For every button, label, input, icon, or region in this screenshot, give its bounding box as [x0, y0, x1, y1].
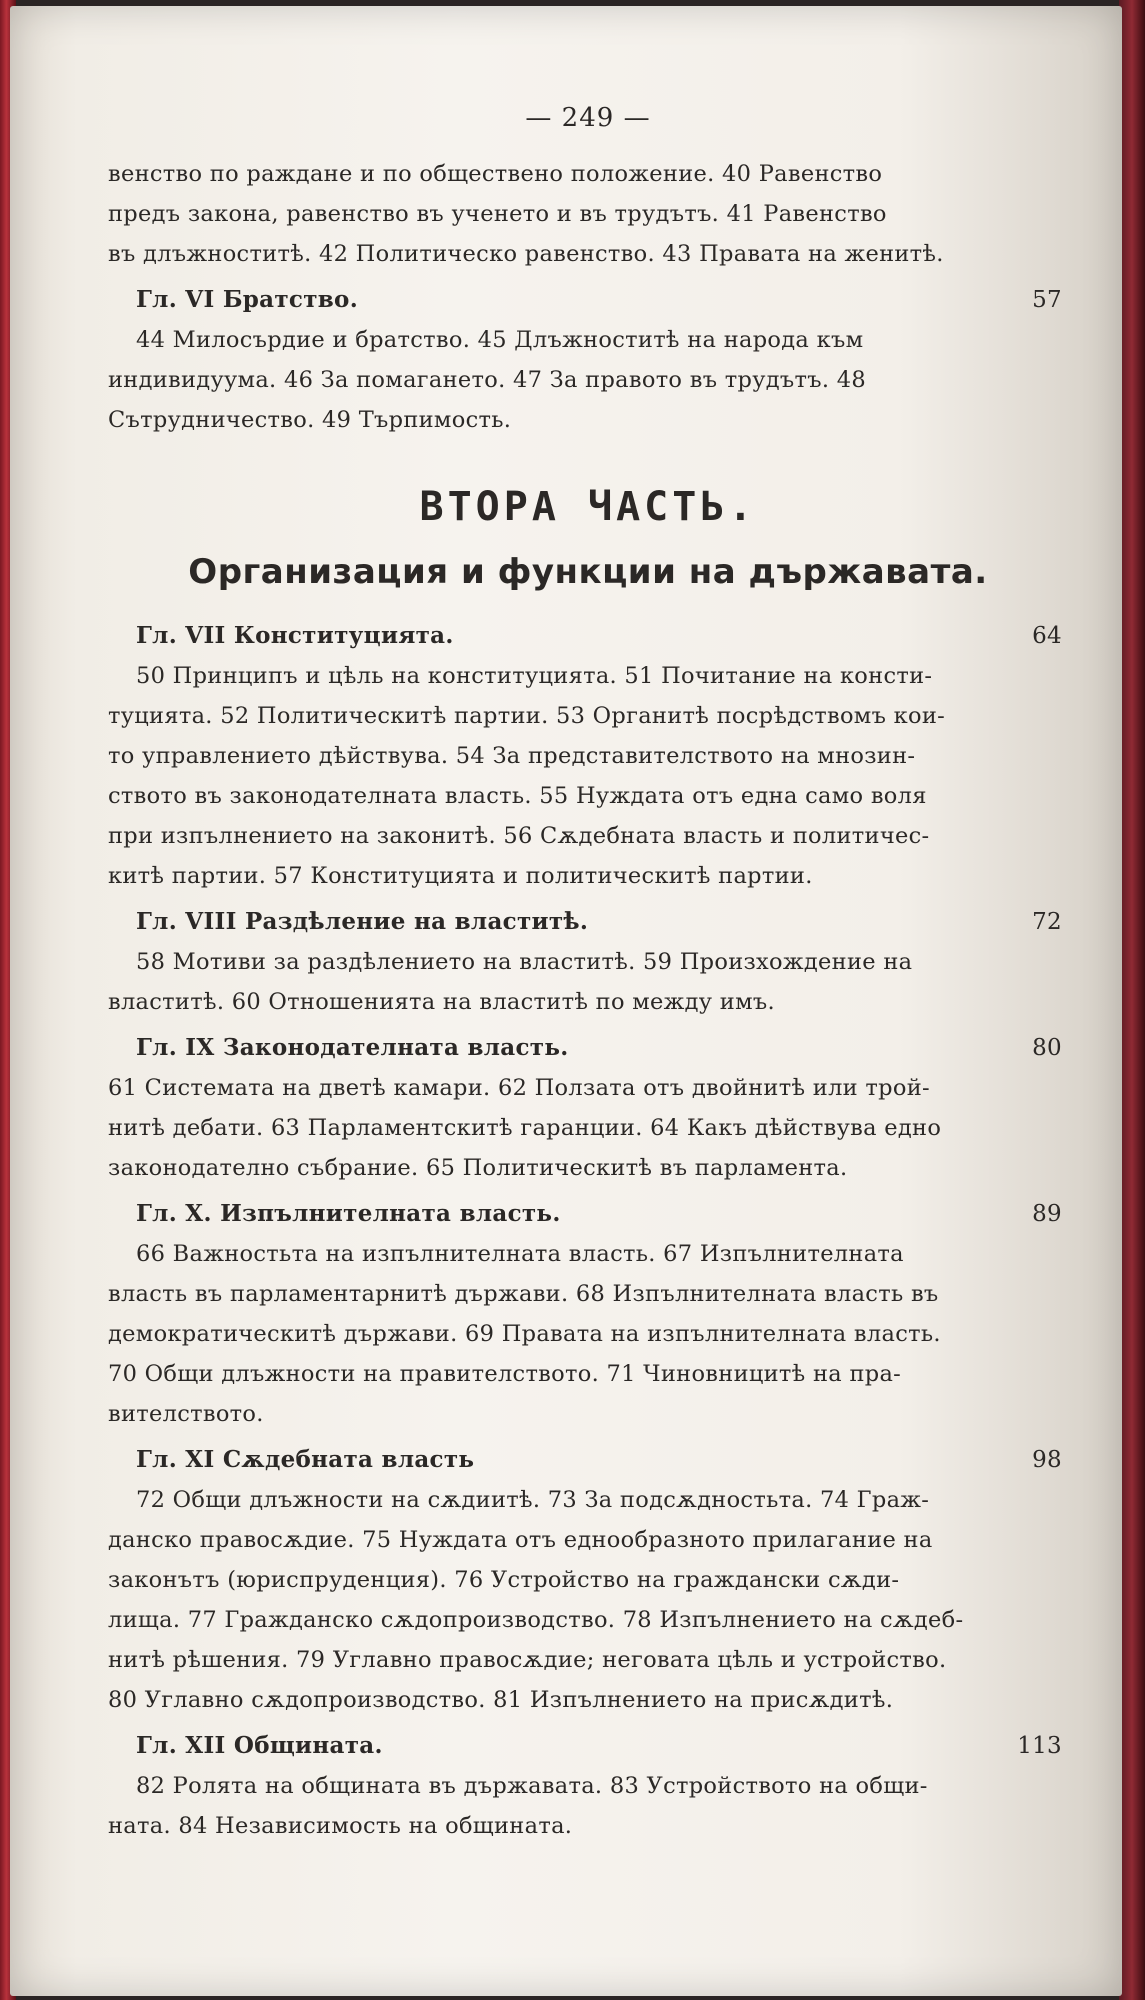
chapter-page: 98 — [1032, 1447, 1062, 1473]
toc-line: китѣ партии. 57 Конституцията и политическитѣ партии. — [108, 863, 813, 889]
chapter-heading-ix — [108, 1028, 1068, 1068]
chapter-title: Гл. VII Конституцията. — [136, 622, 454, 649]
page-number: — 249 — — [525, 103, 651, 133]
toc-line: нитѣ рѣшения. 79 Углавно правосѫдие; неговата цѣль и устройство. — [108, 1647, 947, 1673]
toc-line: 70 Общи длъжности на правителството. 71 Чиновницитѣ на пра- — [108, 1361, 902, 1387]
toc-line: вителството. — [108, 1401, 264, 1427]
chapter-title: Гл. IX Законодателната власть. — [136, 1034, 569, 1061]
toc-line: то управлението дѣйствува. 54 За представителството на мнозин- — [108, 743, 916, 769]
chapter-page: 113 — [1017, 1733, 1062, 1759]
toc-line: 44 Милосърдие и братство. 45 Длъжноститѣ на народа към — [136, 327, 864, 353]
chapter-page: 89 — [1032, 1201, 1062, 1227]
book-cover-right — [1119, 0, 1145, 2000]
toc-line: 58 Мотиви за раздѣлението на властитѣ. 59 Произхождение на — [136, 949, 913, 975]
toc-line: 80 Углавно сѫдопроизводство. 81 Изпълнението на присѫдитѣ. — [108, 1687, 894, 1713]
chapter-page: 64 — [1032, 623, 1062, 649]
part-title: ВТОРА ЧАСТЬ. — [419, 484, 757, 530]
chapter-title: Гл. XI Сѫдебната власть — [136, 1446, 475, 1473]
toc-line: 61 Системата на дветѣ камари. 62 Ползата отъ двойнитѣ или трой- — [108, 1075, 930, 1101]
toc-line: 50 Принципъ и цѣль на конституцията. 51 Почитание на консти- — [136, 663, 933, 689]
toc-line: демократическитѣ държави. 69 Правата на изпълнителната власть. — [108, 1321, 941, 1347]
toc-line: власть въ парламентарнитѣ държави. 68 Изпълнителната власть въ — [108, 1281, 939, 1307]
toc-line: 72 Общи длъжности на сѫдиитѣ. 73 За подсѫдностьта. 74 Граж- — [136, 1487, 930, 1513]
chapter-title: Гл. XII Общината. — [136, 1732, 383, 1759]
chapter-heading-xi — [108, 1440, 1068, 1480]
chapter-page: 72 — [1032, 909, 1062, 935]
chapter-heading-vi — [108, 280, 1068, 320]
toc-line: законодателно събрание. 65 Политическитѣ въ парламента. — [108, 1155, 848, 1181]
chapter-title: Гл. VI Братство. — [136, 286, 358, 313]
toc-line: предъ закона, равенство въ ученето и въ трудътъ. 41 Равенство — [108, 201, 887, 227]
toc-line: законътъ (юриспруденция). 76 Устройство на граждански сѫди- — [108, 1567, 900, 1593]
toc-line: 82 Ролята на общината въ държавата. 83 Устройството на общи- — [136, 1773, 928, 1799]
chapter-heading-xii — [108, 1726, 1068, 1766]
toc-line: въ длъжноститѣ. 42 Политическо равенство. 43 Правата на женитѣ. — [108, 241, 944, 267]
chapter-heading-x — [108, 1194, 1068, 1234]
toc-line: данско правосѫдие. 75 Нуждата отъ еднообразното прилагание на — [108, 1527, 933, 1553]
part-subtitle: Организация и функции на държавата. — [188, 552, 988, 592]
toc-line: при изпълнението на законитѣ. 56 Сѫдебната власть и политичес- — [108, 823, 930, 849]
toc-line: лища. 77 Гражданско сѫдопроизводство. 78 Изпълнението на сѫдеб- — [108, 1607, 964, 1633]
toc-line: Сътрудничество. 49 Търпимость. — [108, 407, 512, 433]
chapter-page: 57 — [1032, 287, 1062, 313]
chapter-title: Гл. X. Изпълнителната власть. — [136, 1200, 561, 1227]
book-page — [10, 6, 1122, 1996]
toc-line: ната. 84 Независимость на общината. — [108, 1813, 573, 1839]
chapter-page: 80 — [1032, 1035, 1062, 1061]
chapter-heading-viii — [108, 902, 1068, 942]
toc-line: туцията. 52 Политическитѣ партии. 53 Органитѣ посрѣдствомъ кои- — [108, 703, 946, 729]
table-of-contents — [108, 98, 1068, 1846]
toc-line: властитѣ. 60 Отношенията на властитѣ по между имъ. — [108, 989, 775, 1015]
toc-line: венство по раждане и по обществено положение. 40 Равенство — [108, 161, 883, 187]
chapter-heading-vii — [108, 616, 1068, 656]
toc-line: 66 Важностьта на изпълнителната власть. 67 Изпълнителната — [136, 1241, 904, 1267]
toc-line: ството въ законодателната власть. 55 Нуждата отъ една само воля — [108, 783, 927, 809]
toc-line: индивидуума. 46 За помагането. 47 За правото въ трудътъ. 48 — [108, 367, 867, 393]
toc-line: нитѣ дебати. 63 Парламентскитѣ гаранции. 64 Какъ дѣйствува едно — [108, 1115, 942, 1141]
chapter-title: Гл. VIII Раздѣление на властитѣ. — [136, 908, 589, 935]
